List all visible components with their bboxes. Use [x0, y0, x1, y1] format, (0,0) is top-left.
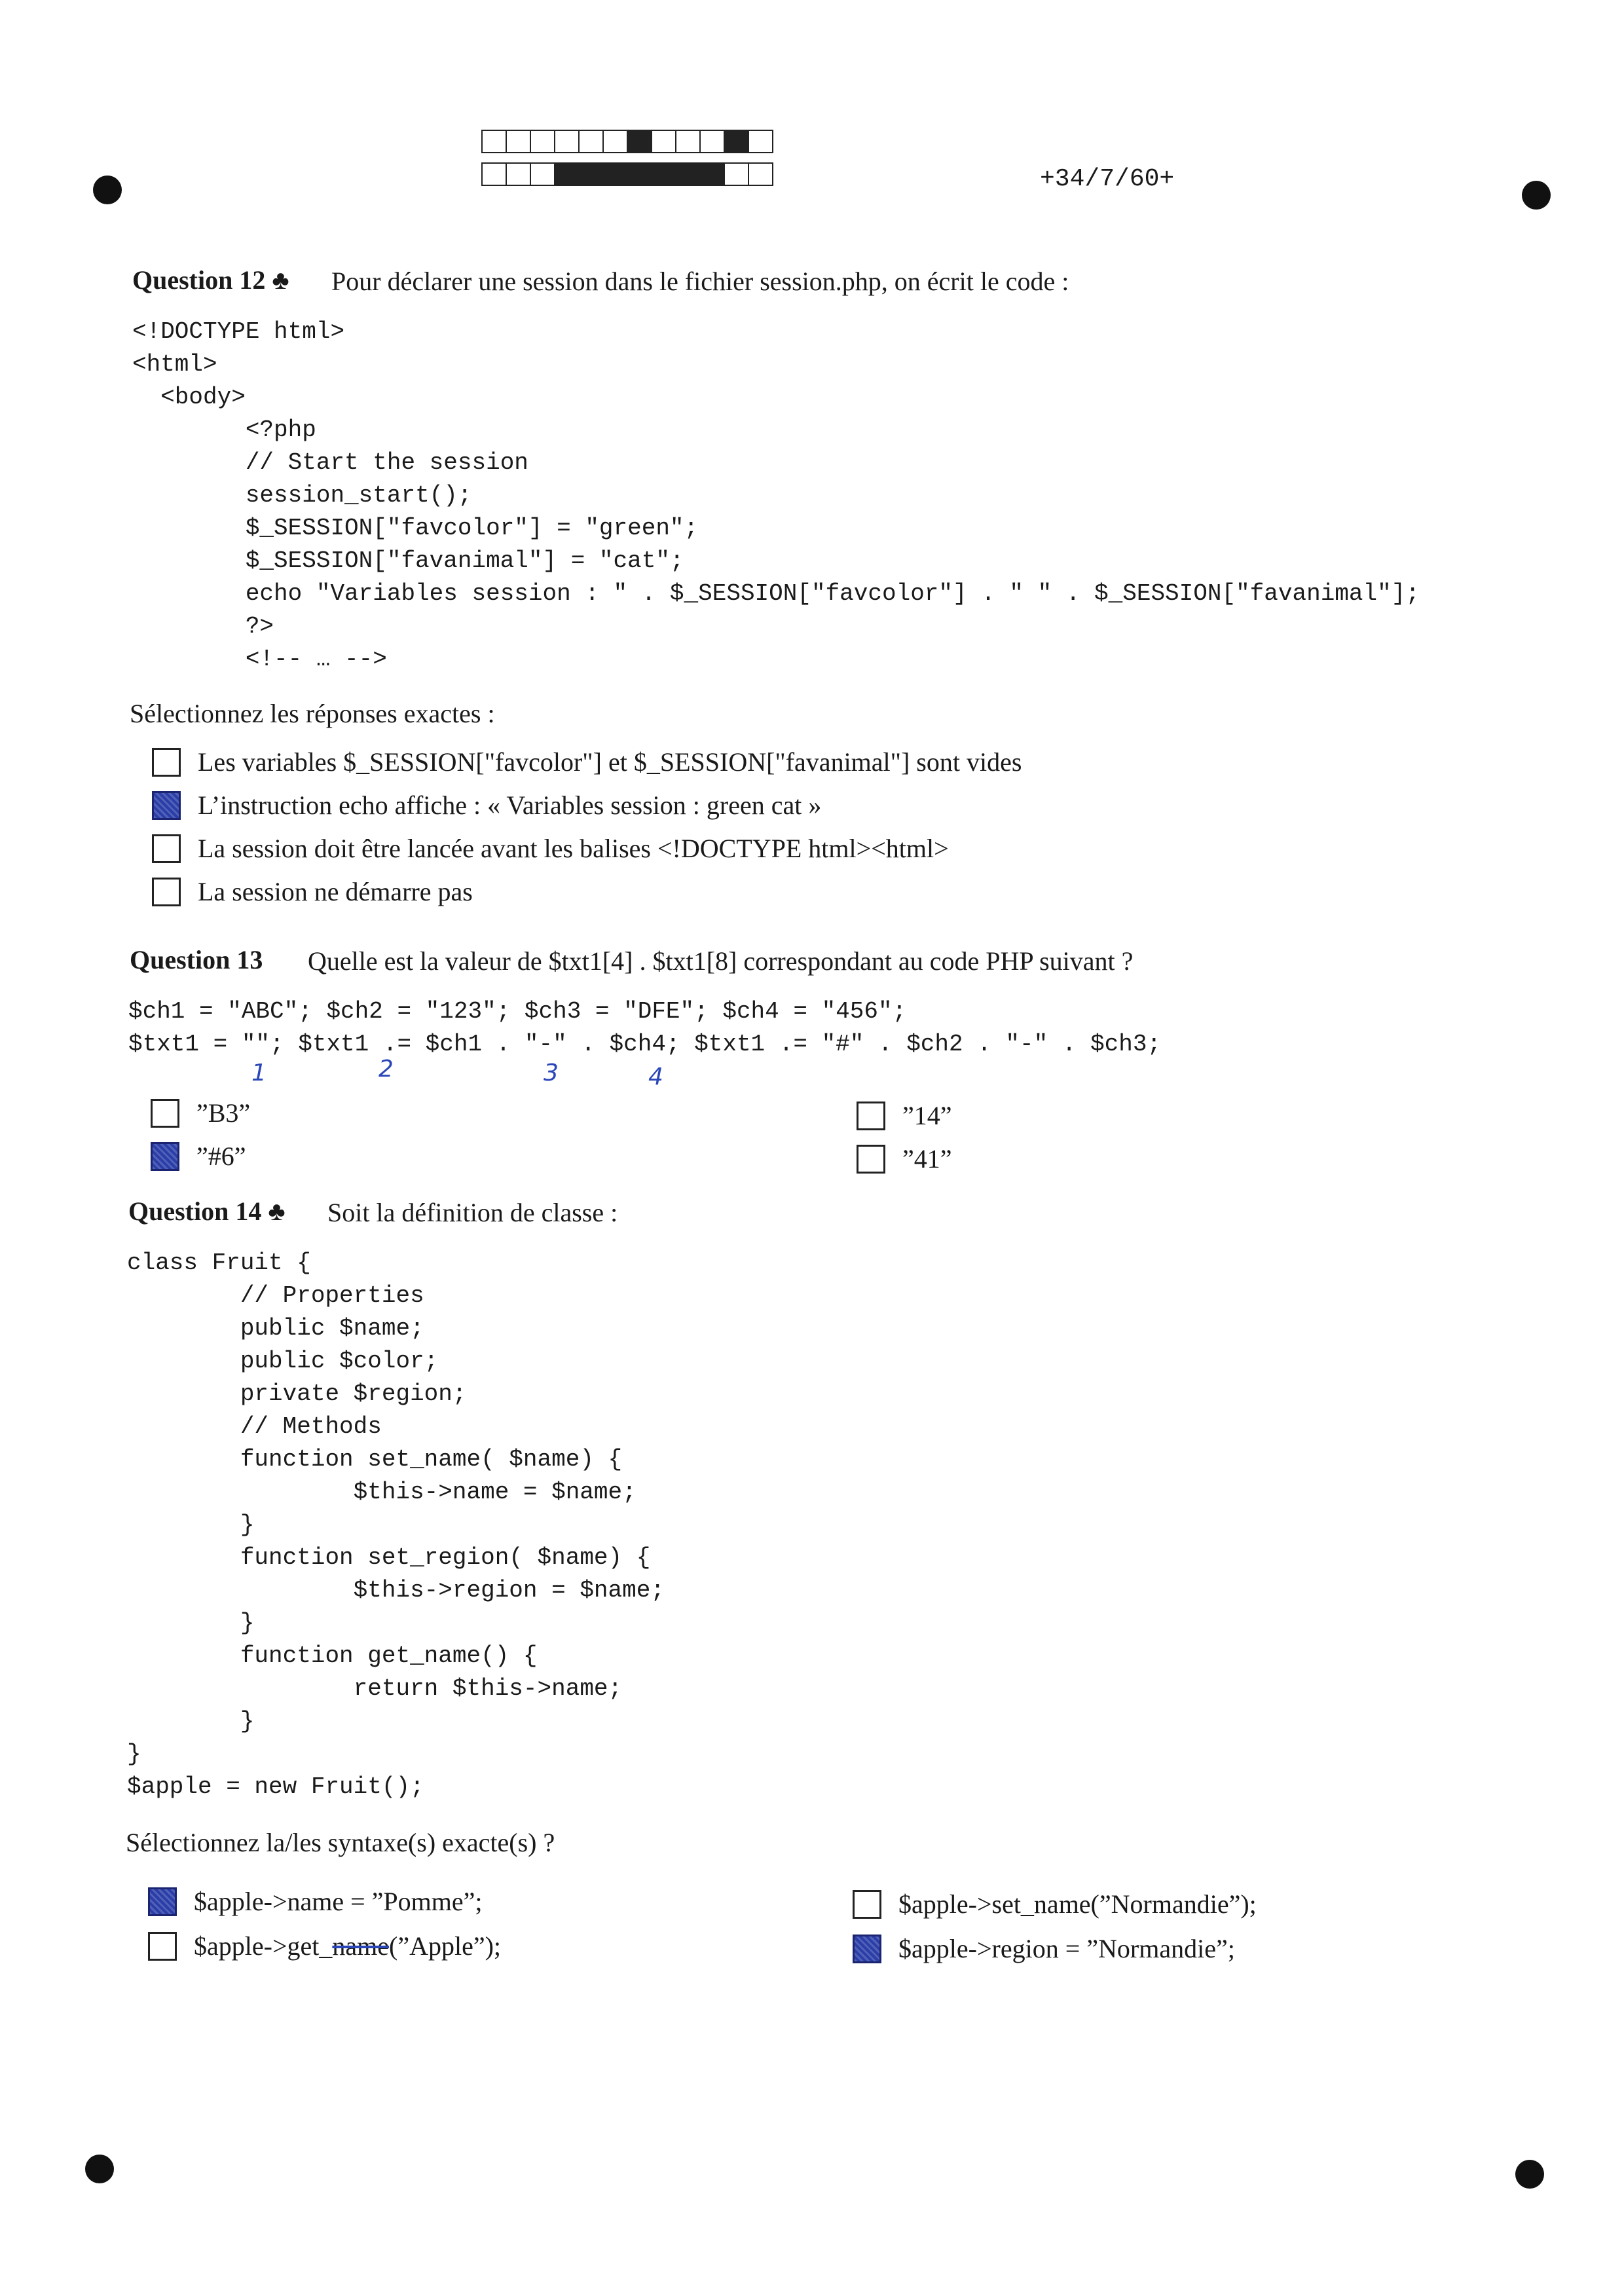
checkbox-checked[interactable]: [151, 1142, 179, 1171]
checkbox[interactable]: [152, 878, 181, 906]
q13-answer-2[interactable]: [151, 1141, 246, 1172]
registration-dot-top-left: [93, 176, 122, 204]
q14-answer-2[interactable]: [148, 1931, 501, 1961]
code-line: ?>: [132, 613, 274, 640]
q14-answer-4[interactable]: [853, 1933, 1235, 1964]
q12-answer-2[interactable]: [152, 790, 821, 821]
answer-label: ”14”: [902, 1101, 952, 1130]
barcode-row-2: [481, 162, 772, 186]
question-12-title: Question 12 ♣: [132, 265, 289, 295]
code-line: // Properties: [127, 1282, 424, 1309]
question-12-text: Pour déclarer une session dans le fichier session.php, on écrit le code :: [331, 267, 1069, 296]
code-line: function get_name() {: [127, 1642, 538, 1669]
registration-dot-bottom-left: [85, 2155, 114, 2183]
question-13-code: [128, 995, 1161, 1061]
checkbox[interactable]: [148, 1932, 177, 1961]
question-13-text: Quelle est la valeur de $txt1[4] . $txt1[8] correspondant au code PHP suivant ?: [308, 946, 1134, 976]
question-14-prompt: Sélectionnez la/les syntaxe(s) exacte(s) ?: [126, 1828, 555, 1857]
answer-label: ”#6”: [196, 1141, 246, 1171]
barcode-cell: [724, 130, 749, 153]
answer-label: L’instruction echo affiche : « Variables session : green cat »: [198, 790, 822, 820]
q12-answer-3[interactable]: [152, 833, 949, 864]
code-line: function set_name( $name) {: [127, 1446, 623, 1473]
handwritten-mark-1: 1: [251, 1060, 267, 1086]
barcode-cell: [627, 130, 652, 153]
answer-label: ”B3”: [196, 1098, 251, 1128]
barcode-cell: [481, 130, 507, 153]
answer-label: ”41”: [902, 1144, 952, 1174]
code-line: class Fruit {: [127, 1250, 311, 1276]
checkbox[interactable]: [151, 1099, 179, 1128]
question-12-code: [132, 316, 1420, 676]
code-line: private $region;: [127, 1380, 467, 1407]
barcode-cell: [627, 162, 652, 186]
barcode-cell: [675, 162, 701, 186]
handwritten-mark-3: 3: [544, 1060, 559, 1086]
checkbox-checked[interactable]: [148, 1887, 177, 1916]
question-13-title: Question 13: [130, 945, 263, 974]
barcode-cell: [506, 130, 531, 153]
q13-answer-3[interactable]: [857, 1100, 952, 1131]
answer-label: Les variables $_SESSION["favcolor"] et $_SESSION["favanimal"] sont vides: [198, 747, 1022, 777]
code-line: return $this->name;: [127, 1675, 623, 1702]
checkbox[interactable]: [152, 748, 181, 777]
barcode-cell: [675, 130, 701, 153]
barcode-cell: [530, 162, 555, 186]
struck-text: name: [332, 1931, 389, 1961]
code-line: $_SESSION["favcolor"] = "green";: [132, 515, 699, 542]
code-line: <html>: [132, 351, 217, 378]
barcode-cell: [506, 162, 531, 186]
code-line: }: [127, 1610, 255, 1637]
question-12-prompt: Sélectionnez les réponses exactes :: [130, 699, 495, 728]
answer-label: La session doit être lancée avant les balises <!DOCTYPE html><html>: [198, 834, 949, 863]
answer-label-start: $apple->get_: [194, 1931, 333, 1961]
answer-label: $apple->set_name(”Normandie”);: [898, 1889, 1257, 1919]
barcode-cell: [481, 162, 507, 186]
answer-label: [194, 1931, 501, 1961]
registration-dot-bottom-right: [1515, 2160, 1544, 2189]
answer-label: $apple->name = ”Pomme”;: [194, 1887, 483, 1916]
code-line: <!DOCTYPE html>: [132, 318, 345, 345]
code-line: $ch1 = "ABC"; $ch2 = "123"; $ch3 = "DFE"; $ch4 = "456";: [128, 998, 907, 1025]
barcode-cell: [651, 130, 676, 153]
checkbox[interactable]: [853, 1890, 881, 1919]
code-line: $this->region = $name;: [127, 1577, 665, 1604]
code-line: <?php: [132, 417, 316, 443]
q12-answer-4[interactable]: [152, 876, 473, 907]
barcode-cell: [748, 162, 773, 186]
checkbox-checked[interactable]: [853, 1935, 881, 1963]
barcode-cell: [530, 130, 555, 153]
q12-answer-1[interactable]: [152, 747, 1022, 777]
code-line: session_start();: [132, 482, 472, 509]
code-line: function set_region( $name) {: [127, 1544, 651, 1571]
q14-answer-3[interactable]: [853, 1889, 1257, 1919]
barcode-cell: [748, 130, 773, 153]
barcode-cell: [699, 162, 725, 186]
q13-answer-4[interactable]: [857, 1143, 952, 1174]
code-line: // Methods: [127, 1413, 382, 1440]
handwritten-mark-4: 4: [648, 1064, 663, 1090]
registration-dot-top-right: [1522, 181, 1551, 210]
code-line: $txt1 = ""; $txt1 .= $ch1 . "-" . $ch4; $txt1 .= "#" . $ch2 . "-" . $ch3;: [128, 1031, 1162, 1058]
code-line: }: [127, 1741, 141, 1768]
code-line: public $name;: [127, 1315, 424, 1342]
q14-answer-1[interactable]: [148, 1886, 483, 1917]
code-line: }: [127, 1511, 255, 1538]
q13-answer-1[interactable]: [151, 1098, 250, 1128]
checkbox-checked[interactable]: [152, 791, 181, 820]
answer-label: $apple->region = ”Normandie”;: [898, 1934, 1235, 1963]
barcode-cell: [578, 162, 604, 186]
barcode-cell: [554, 162, 580, 186]
checkbox[interactable]: [152, 834, 181, 863]
checkbox[interactable]: [857, 1145, 885, 1174]
barcode-cell: [578, 130, 604, 153]
barcode-cell: [724, 162, 749, 186]
code-line: $_SESSION["favanimal"] = "cat";: [132, 547, 684, 574]
question-14-title: Question 14 ♣: [128, 1196, 286, 1226]
code-line: }: [127, 1708, 255, 1735]
question-14-code: [127, 1247, 665, 1804]
barcode-cell: [554, 130, 580, 153]
code-line: public $color;: [127, 1348, 439, 1375]
barcode-row-1: [481, 130, 772, 153]
code-line: <body>: [132, 384, 246, 411]
question-14-text: Soit la définition de classe :: [327, 1198, 618, 1227]
barcode-cell: [699, 130, 725, 153]
barcode-cell: [651, 162, 676, 186]
code-line: $apple = new Fruit();: [127, 1773, 424, 1800]
code-line: echo "Variables session : " . $_SESSION["favcolor"] . " " . $_SESSION["favanimal"];: [132, 580, 1420, 607]
answer-label: La session ne démarre pas: [198, 877, 473, 906]
barcode-cell: [602, 162, 628, 186]
handwritten-mark-2: 2: [378, 1056, 394, 1083]
checkbox[interactable]: [857, 1102, 885, 1130]
barcode-cell: [602, 130, 628, 153]
answer-label-end: (”Apple”);: [389, 1931, 502, 1961]
page-id: +34/7/60+: [1040, 165, 1175, 193]
code-line: <!-- … -->: [132, 646, 387, 673]
code-line: $this->name = $name;: [127, 1479, 637, 1506]
code-line: // Start the session: [132, 449, 528, 476]
